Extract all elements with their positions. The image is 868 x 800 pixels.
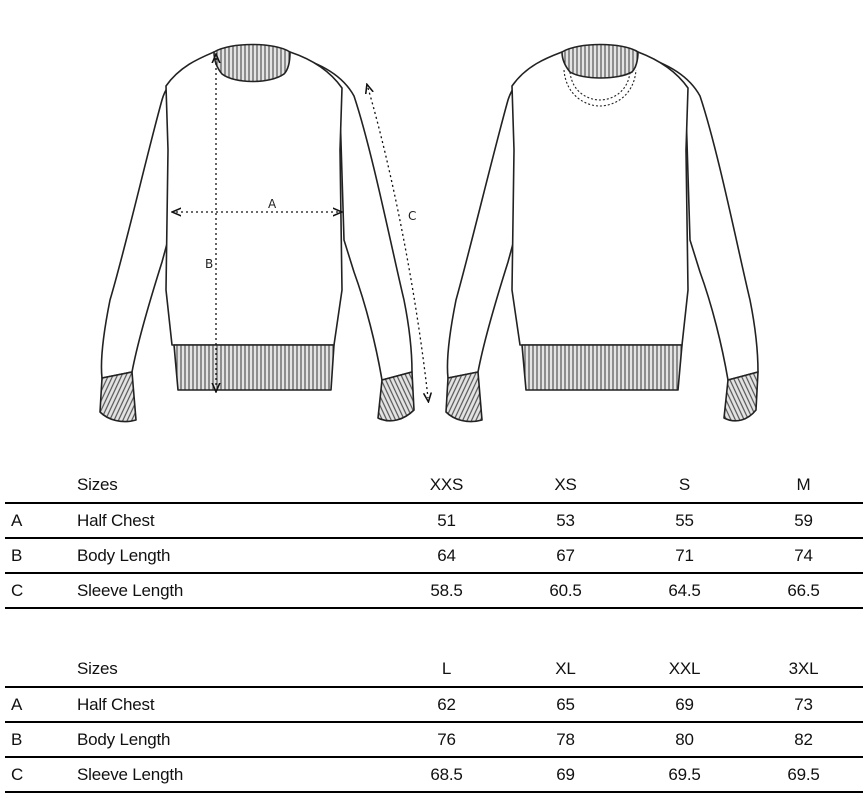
back-body [512,52,688,345]
front-hem [174,345,334,390]
row-letter: A [5,503,77,538]
table-row-sleeve-length [5,757,863,792]
back-neckband [562,45,638,79]
size-header: S [678,475,691,494]
size-header: XXS [429,475,464,494]
front-view [100,45,417,422]
size-header: XL [555,659,576,678]
row-letter: C [5,757,77,792]
row-letter: A [5,687,77,722]
row-label: Half Chest [77,503,387,538]
row-label: Body Length [77,722,387,757]
row-label: Body Length [77,538,387,573]
table-cell: 68.5 [387,757,506,792]
row-letter: B [5,722,77,757]
back-left-cuff [446,372,482,422]
table-cell: 73 [744,687,863,722]
back-right-cuff [724,372,758,421]
size-table-1 [5,468,863,609]
table-cell: 62 [387,687,506,722]
table-cell: 59 [744,503,863,538]
table-cell: 69.5 [625,757,744,792]
table-row-body-length [5,722,863,757]
front-neckband [214,45,290,82]
table-cell: 71 [625,538,744,573]
front-right-cuff [378,372,414,421]
front-body [166,52,342,345]
table-cell: 80 [625,722,744,757]
row-letter: B [5,538,77,573]
table-cell: 55 [625,503,744,538]
table-cell: 67 [506,538,625,573]
table-cell: 76 [387,722,506,757]
measure-a-label: A [268,197,277,211]
table-cell: 69 [625,687,744,722]
table-cell: 58.5 [387,573,506,608]
size-header: 3XL [788,659,819,678]
table-cell: 53 [506,503,625,538]
header-blank [5,468,77,503]
row-letter: C [5,573,77,608]
measure-c-label: C [408,209,417,223]
size-header: M [796,475,811,494]
header-blank [5,652,77,687]
sizes-label: Sizes [77,659,118,678]
size-header: XXL [668,659,701,678]
size-header: L [441,659,452,678]
row-label: Sleeve Length [77,573,387,608]
table-cell: 69.5 [744,757,863,792]
table-header-row [5,652,863,687]
table-row-sleeve-length [5,573,863,608]
size-header: XS [554,475,577,494]
table-cell: 60.5 [506,573,625,608]
table-row-half-chest [5,503,863,538]
table-cell: 64.5 [625,573,744,608]
sizes-label: Sizes [77,475,118,494]
row-label: Half Chest [77,687,387,722]
table-cell: 51 [387,503,506,538]
table-cell: 82 [744,722,863,757]
table-cell: 78 [506,722,625,757]
table-header-row [5,468,863,503]
table-row-body-length [5,538,863,573]
measure-b-label: B [205,257,214,271]
back-hem [522,345,682,390]
table-cell: 74 [744,538,863,573]
back-view [446,45,758,422]
table-cell: 66.5 [744,573,863,608]
size-table-2 [5,652,863,793]
front-left-cuff [100,372,136,422]
table-cell: 65 [506,687,625,722]
table-cell: 64 [387,538,506,573]
row-label: Sleeve Length [77,757,387,792]
table-row-half-chest [5,687,863,722]
table-cell: 69 [506,757,625,792]
